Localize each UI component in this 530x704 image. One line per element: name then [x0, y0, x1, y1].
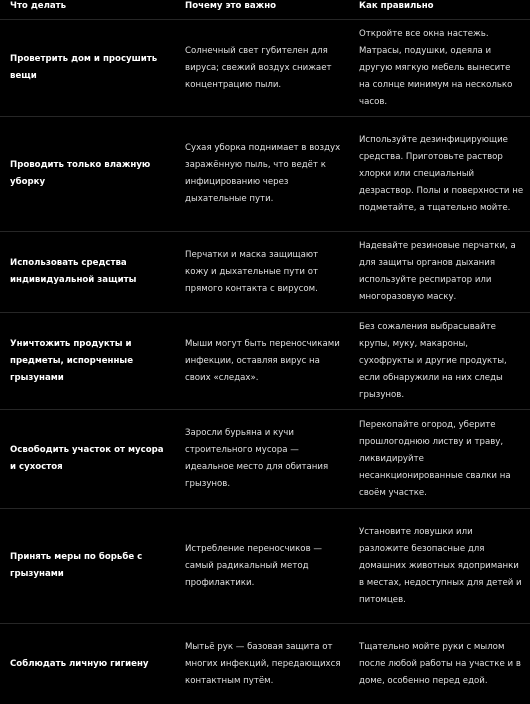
cell-what: Освободить участок от мусора и сухостоя: [0, 410, 175, 509]
header-why: Почему это важно: [175, 0, 349, 20]
table-row: [0, 232, 530, 313]
cell-what: Уничтожить продукты и предметы, испорченные грызунами: [0, 313, 175, 410]
cell-why: Истребление переносчиков — самый радикальный метод профилактики.: [175, 509, 349, 624]
cell-how: Установите ловушки или разложите безопасные для домашних животных ядоприманки в местах, недоступных для детей и питомцев.: [349, 509, 530, 624]
table-row: [0, 117, 530, 232]
cell-why: Заросли бурьяна и кучи строительного мусора — идеальное место для обитания грызунов.: [175, 410, 349, 509]
cell-what: Проводить только влажную уборку: [0, 117, 175, 232]
cell-how: Откройте все окна настежь. Матрасы, подушки, одеяла и другую мягкую мебель вынесите на солнце минимум на несколько часов.: [349, 20, 530, 117]
table-row: [0, 20, 530, 117]
cell-how: Тщательно мойте руки с мылом после любой работы на участке и в доме, особенно перед едой.: [349, 624, 530, 704]
cell-how: Надевайте резиновые перчатки, а для защиты органов дыхания используйте респиратор или многоразовую маску.: [349, 232, 530, 313]
cell-why: Сухая уборка поднимает в воздух заражённую пыль, что ведёт к инфицированию через дыхательные пути.: [175, 117, 349, 232]
cell-what: Соблюдать личную гигиену: [0, 624, 175, 704]
cell-why: Перчатки и маска защищают кожу и дыхательные пути от прямого контакта с вирусом.: [175, 232, 349, 313]
cell-why: Мытьё рук — базовая защита от многих инфекций, передающихся контактным путём.: [175, 624, 349, 704]
cell-how: Перекопайте огород, уберите прошлогоднюю листву и траву, ликвидируйте несанкционированные свалки на своём участке.: [349, 410, 530, 509]
cell-what: Принять меры по борьбе с грызунами: [0, 509, 175, 624]
header-what: Что делать: [0, 0, 175, 20]
cell-what: Проветрить дом и просушить вещи: [0, 20, 175, 117]
cell-how: Без сожаления выбрасывайте крупы, муку, макароны, сухофрукты и другие продукты, если обнаружили на них следы грызунов.: [349, 313, 530, 410]
table-row: [0, 624, 530, 704]
table-row: [0, 509, 530, 624]
cell-how: Используйте дезинфицирующие средства. Приготовьте раствор хлорки или специальный дезраствор. Полы и поверхности не подметайте, а тщательно мойте.: [349, 117, 530, 232]
table-row: [0, 410, 530, 509]
header-how: Как правильно: [349, 0, 530, 20]
cell-why: Мыши могут быть переносчиками инфекции, оставляя вирус на своих «следах».: [175, 313, 349, 410]
cell-what: Использовать средства индивидуальной защиты: [0, 232, 175, 313]
table-header-row: [0, 0, 530, 20]
cell-why: Солнечный свет губителен для вируса; свежий воздух снижает концентрацию пыли.: [175, 20, 349, 117]
table-row: [0, 313, 530, 410]
